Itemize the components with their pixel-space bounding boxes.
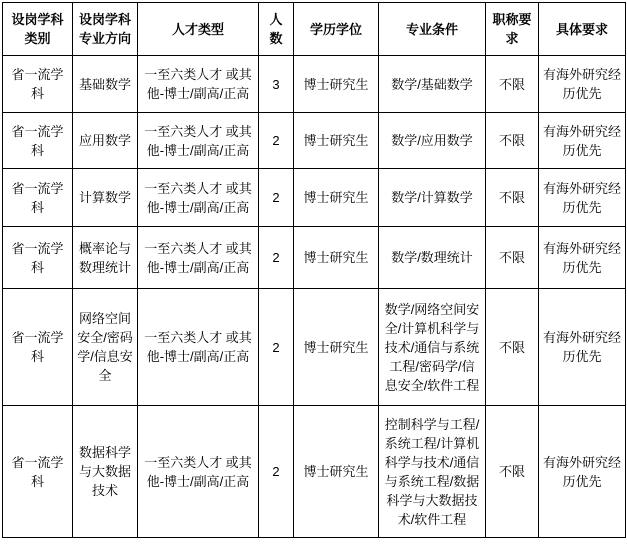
cell-specific_requirement: 有海外研究经历优先 <box>539 227 626 289</box>
cell-specific_requirement: 有海外研究经历优先 <box>539 56 626 113</box>
cell-major_condition: 数学/数理统计 <box>379 227 486 289</box>
table-row <box>3 56 626 113</box>
column-header-degree: 学历学位 <box>294 3 379 56</box>
cell-talent_type: 一至六类人才 或其他-博士/副高/正高 <box>138 113 259 169</box>
cell-title_requirement: 不限 <box>486 406 539 538</box>
cell-degree: 博士研究生 <box>294 227 379 289</box>
cell-talent_type: 一至六类人才 或其他-博士/副高/正高 <box>138 406 259 538</box>
cell-direction: 应用数学 <box>73 113 138 169</box>
column-header-talent_type: 人才类型 <box>138 3 259 56</box>
column-header-specific_requirement: 具体要求 <box>539 3 626 56</box>
cell-count: 2 <box>259 113 294 169</box>
column-header-category: 设岗学科类别 <box>3 3 73 56</box>
cell-title_requirement: 不限 <box>486 113 539 169</box>
cell-category: 省一流学科 <box>3 56 73 113</box>
column-header-title_requirement: 职称要求 <box>486 3 539 56</box>
cell-degree: 博士研究生 <box>294 406 379 538</box>
cell-category: 省一流学科 <box>3 289 73 406</box>
cell-degree: 博士研究生 <box>294 289 379 406</box>
cell-count: 2 <box>259 169 294 227</box>
header-row <box>3 3 626 56</box>
cell-specific_requirement: 有海外研究经历优先 <box>539 406 626 538</box>
cell-title_requirement: 不限 <box>486 56 539 113</box>
cell-category: 省一流学科 <box>3 113 73 169</box>
cell-specific_requirement: 有海外研究经历优先 <box>539 289 626 406</box>
recruitment-requirements-table <box>2 2 626 538</box>
cell-degree: 博士研究生 <box>294 113 379 169</box>
cell-degree: 博士研究生 <box>294 56 379 113</box>
cell-direction: 基础数学 <box>73 56 138 113</box>
cell-count: 2 <box>259 289 294 406</box>
cell-category: 省一流学科 <box>3 169 73 227</box>
cell-direction: 计算数学 <box>73 169 138 227</box>
cell-title_requirement: 不限 <box>486 169 539 227</box>
cell-title_requirement: 不限 <box>486 227 539 289</box>
table-row <box>3 289 626 406</box>
table-header <box>3 3 626 56</box>
table-row <box>3 113 626 169</box>
cell-title_requirement: 不限 <box>486 289 539 406</box>
column-header-direction: 设岗学科专业方向 <box>73 3 138 56</box>
cell-category: 省一流学科 <box>3 406 73 538</box>
cell-direction: 网络空间安全/密码学/信息安全 <box>73 289 138 406</box>
column-header-count: 人数 <box>259 3 294 56</box>
cell-degree: 博士研究生 <box>294 169 379 227</box>
cell-major_condition: 数学/网络空间安全/计算机科学与技术/通信与系统工程/密码学/信息安全/软件工程 <box>379 289 486 406</box>
cell-major_condition: 数学/基础数学 <box>379 56 486 113</box>
cell-talent_type: 一至六类人才 或其他-博士/副高/正高 <box>138 169 259 227</box>
table-row <box>3 406 626 538</box>
cell-count: 2 <box>259 227 294 289</box>
table-body <box>3 56 626 538</box>
cell-major_condition: 控制科学与工程/系统工程/计算机科学与技术/通信与系统工程/数据科学与大数据技术/软件工程 <box>379 406 486 538</box>
cell-direction: 数据科学与大数据技术 <box>73 406 138 538</box>
cell-talent_type: 一至六类人才 或其他-博士/副高/正高 <box>138 56 259 113</box>
column-header-major_condition: 专业条件 <box>379 3 486 56</box>
cell-specific_requirement: 有海外研究经历优先 <box>539 169 626 227</box>
cell-talent_type: 一至六类人才 或其他-博士/副高/正高 <box>138 289 259 406</box>
cell-talent_type: 一至六类人才 或其他-博士/副高/正高 <box>138 227 259 289</box>
table-row <box>3 169 626 227</box>
cell-major_condition: 数学/计算数学 <box>379 169 486 227</box>
cell-category: 省一流学科 <box>3 227 73 289</box>
cell-major_condition: 数学/应用数学 <box>379 113 486 169</box>
cell-direction: 概率论与数理统计 <box>73 227 138 289</box>
cell-count: 2 <box>259 406 294 538</box>
cell-specific_requirement: 有海外研究经历优先 <box>539 113 626 169</box>
cell-count: 3 <box>259 56 294 113</box>
table-row <box>3 227 626 289</box>
